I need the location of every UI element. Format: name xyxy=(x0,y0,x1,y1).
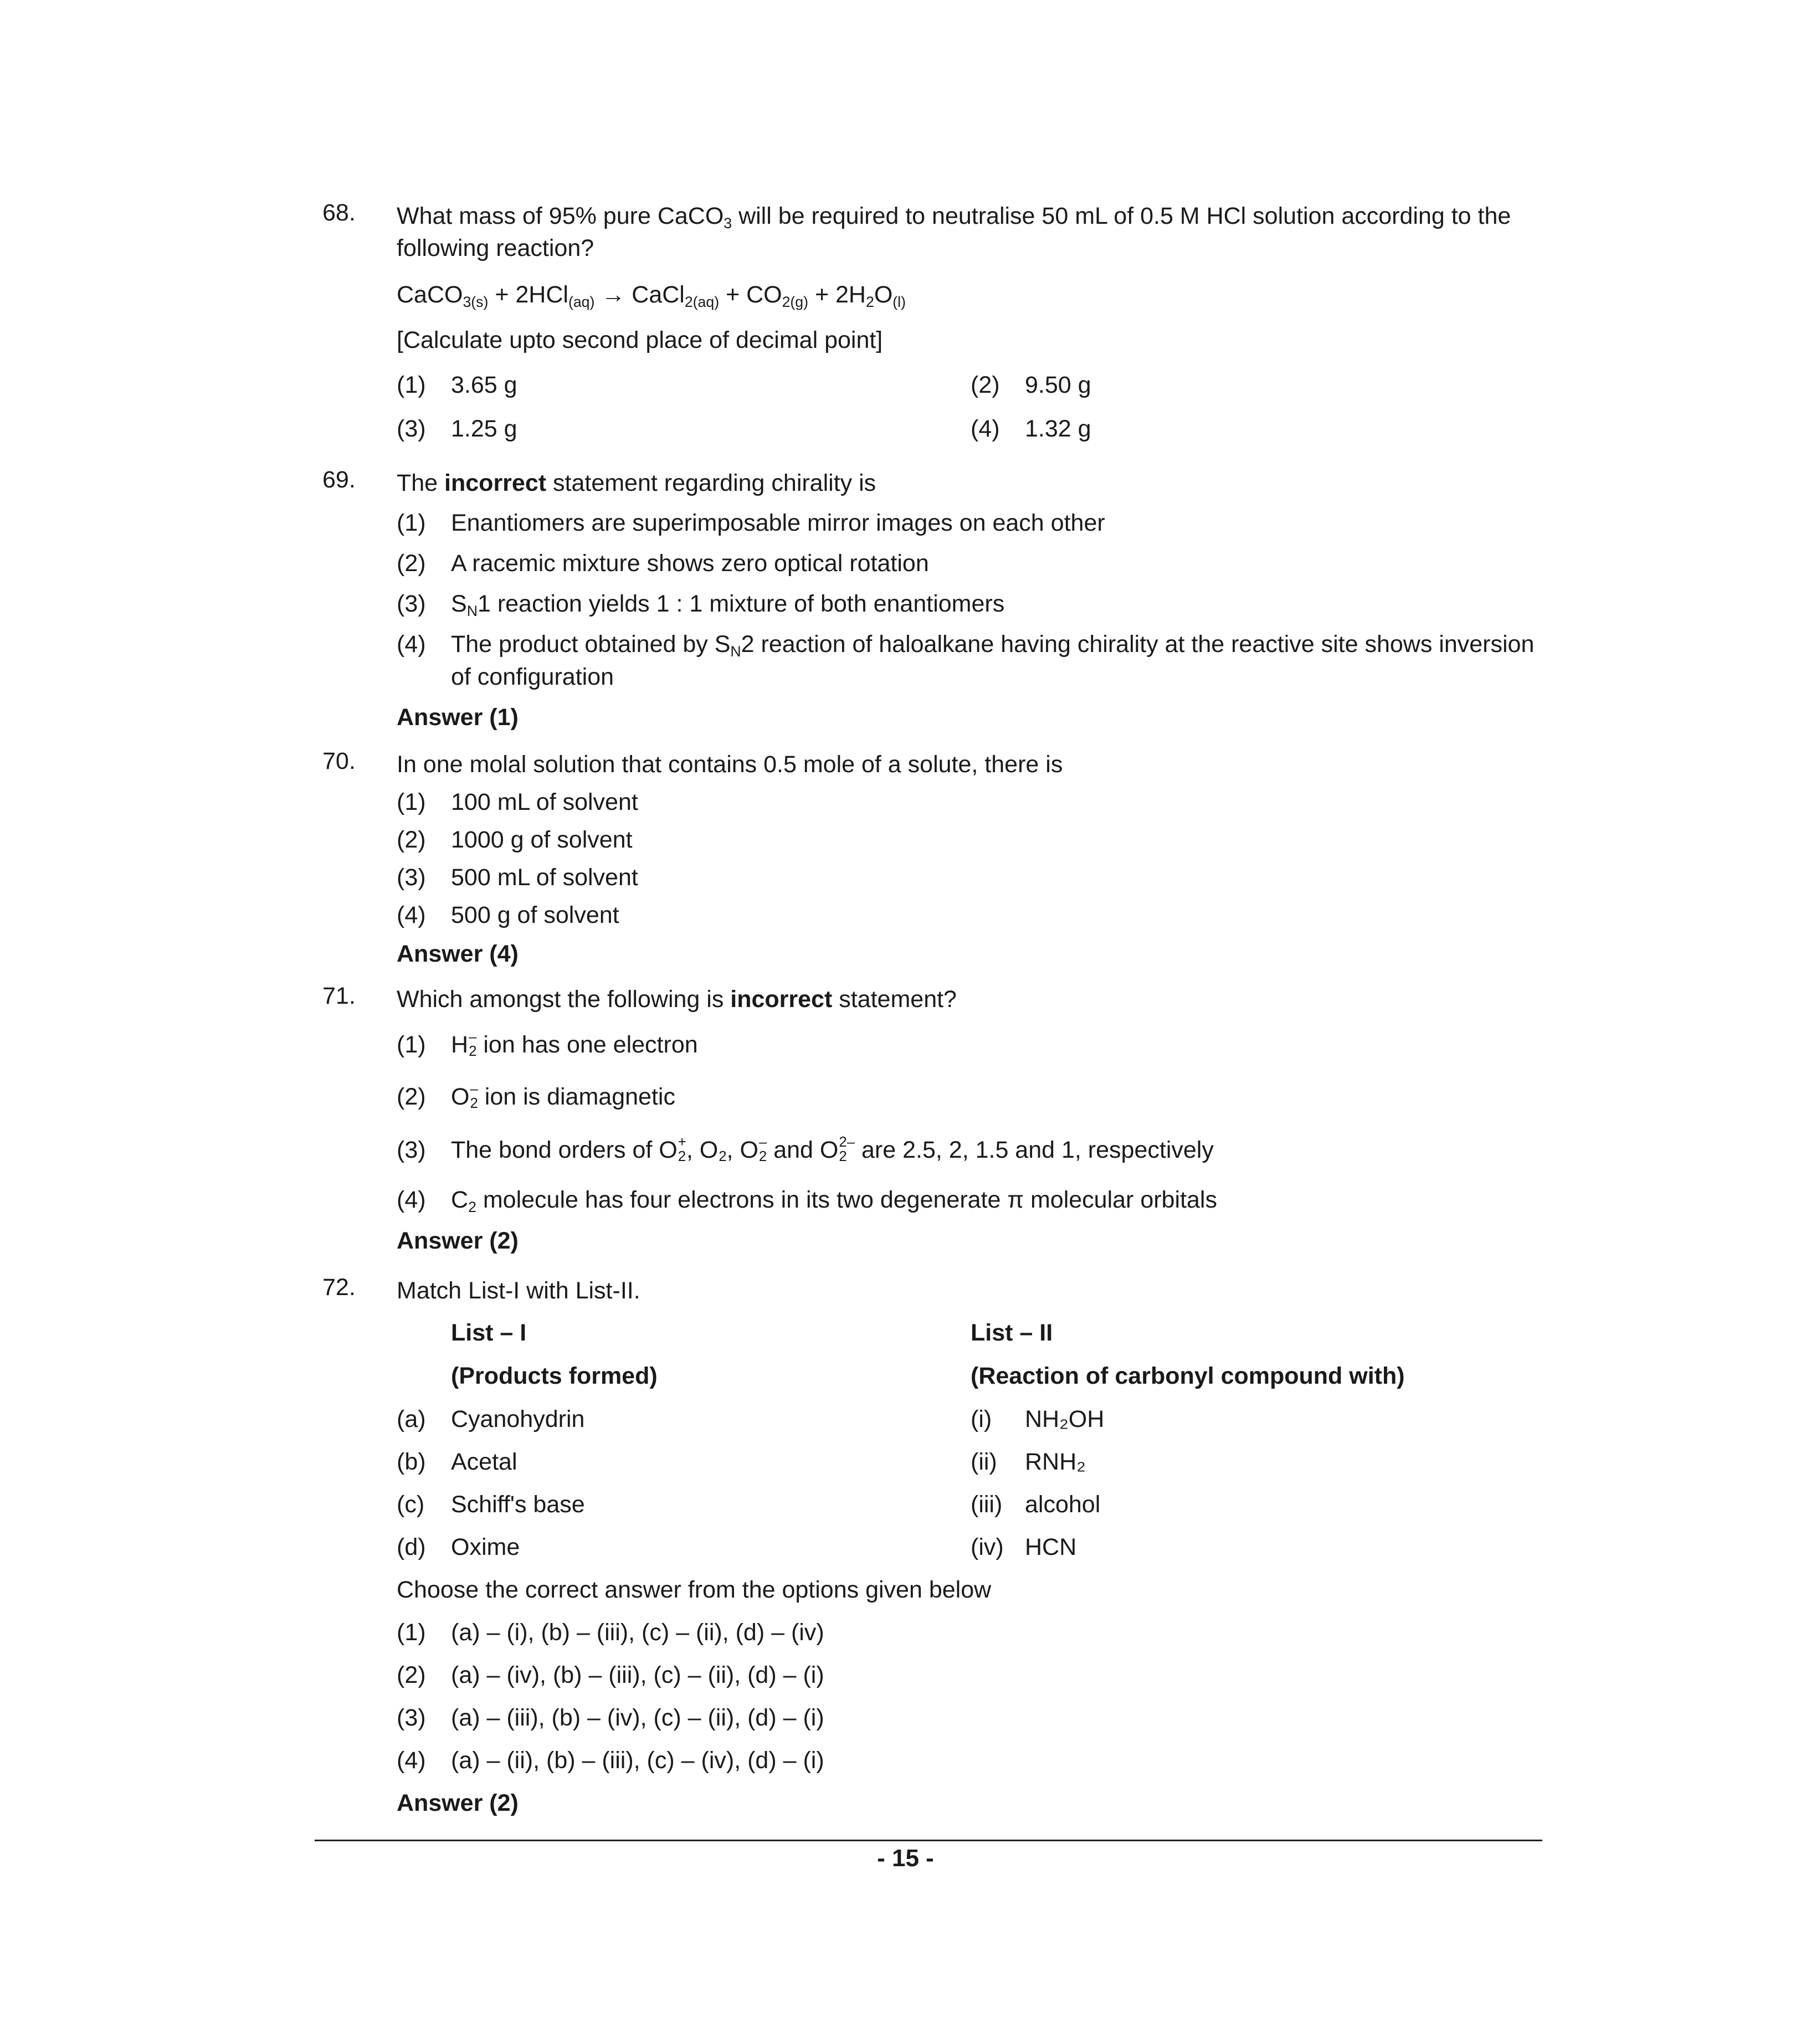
option-2[interactable]: (2) (a) – (iv), (b) – (iii), (c) – (ii), (d) – (i) xyxy=(397,1662,824,1688)
reaction-equation: CaCO$_{3(s)}$ + 2HCl$_{(aq)}$ → CaCl$_{2(aq)}$ + $CO_{2(g)} + 2H_2O_{(l)}$ xyxy=(397,281,906,310)
question-number: 72. xyxy=(322,1274,356,1301)
page-number: - 15 - xyxy=(877,1845,934,1872)
option-4[interactable]: (4) (a) – (ii), (b) – (iii), (c) – (iv), (d) – (i) xyxy=(397,1747,824,1774)
option-3[interactable]: (3) 1.25 g xyxy=(397,415,517,442)
option-1[interactable]: (1) 100 mL of solvent xyxy=(397,789,638,815)
question-stem-line2: following reaction? xyxy=(397,235,594,261)
question-number: 68. xyxy=(322,199,356,226)
answer: Answer (1) xyxy=(397,704,519,731)
option-4-line2: of configuration xyxy=(451,664,614,690)
option-3[interactable]: (3) $S_N1$ reaction yields 1 : 1 mixture of both enantiomers xyxy=(397,590,1005,619)
list-2-item: (ii) RNH₂ xyxy=(971,1449,1086,1475)
list-2-item: (i) NH₂OH xyxy=(971,1406,1105,1432)
question-number: 70. xyxy=(322,748,356,774)
option-2[interactable]: (2) 1000 g of solvent xyxy=(397,826,633,853)
list-2-title: List – II xyxy=(971,1319,1053,1346)
o2-ion: O – 2 xyxy=(451,1081,478,1111)
option-3[interactable]: (3) The bond orders of O + 2 , O 2 , O – 2 and O 2– 2 are 2.5, 2, 1.5 and 1, respectively xyxy=(397,1134,1214,1164)
answer: Answer (2) xyxy=(397,1228,519,1254)
option-2[interactable]: (2) 9.50 g xyxy=(971,372,1091,398)
question-stem: Which amongst the following is incorrect statement? xyxy=(397,986,957,1013)
h2-ion: H – 2 xyxy=(451,1029,477,1059)
option-4[interactable]: (4) $C_2$ molecule has four electrons in its two degenerate π molecular orbitals xyxy=(397,1187,1217,1215)
list-2-item: (iv) HCN xyxy=(971,1534,1077,1560)
option-4[interactable]: (4) The product obtained by $S_N2$ reaction of haloalkane having chirality at the reactive site shows inversion xyxy=(397,631,1535,660)
instruction: Choose the correct answer from the options given below xyxy=(397,1576,992,1603)
option-1[interactable]: (1) H – 2 ion has one electron xyxy=(397,1028,698,1061)
answer: Answer (4) xyxy=(397,941,519,967)
list-1-subtitle: (Products formed) xyxy=(451,1363,658,1389)
option-1[interactable]: (1) (a) – (i), (b) – (iii), (c) – (ii), (d) – (iv) xyxy=(397,1619,824,1646)
question-stem: Match List-I with List-II. xyxy=(397,1277,640,1304)
option-4[interactable]: (4) 1.32 g xyxy=(971,415,1091,442)
question-stem: In one molal solution that contains 0.5 mole of a solute, there is xyxy=(397,751,1063,778)
option-2[interactable]: (2) A racemic mixture shows zero optical rotation xyxy=(397,550,929,577)
list-1-title: List – I xyxy=(451,1319,527,1346)
list-1-item: (b) Acetal xyxy=(397,1449,517,1475)
list-2-subtitle: (Reaction of carbonyl compound with) xyxy=(971,1363,1405,1389)
footer-rule xyxy=(315,1840,1542,1841)
list-2-item: (iii) alcohol xyxy=(971,1491,1101,1518)
question-number: 71. xyxy=(322,983,356,1009)
answer: Answer (2) xyxy=(397,1790,519,1816)
option-3[interactable]: (3) 500 mL of solvent xyxy=(397,864,638,891)
calculation-note: [Calculate upto second place of decimal point] xyxy=(397,327,883,353)
question-stem: What mass of 95% pure CaCO$_3$ will be required to neutralise 50 mL of 0.5 M HCl solution according to the xyxy=(397,203,1511,232)
list-1-item: (c) Schiff's base xyxy=(397,1491,585,1518)
option-1[interactable]: (1) Enantiomers are superimposable mirror images on each other xyxy=(397,510,1105,536)
option-3[interactable]: (3) (a) – (iii), (b) – (iv), (c) – (ii), (d) – (i) xyxy=(397,1704,824,1731)
option-4[interactable]: (4) 500 g of solvent xyxy=(397,902,619,928)
question-number: 69. xyxy=(322,466,356,493)
list-1-item: (a) Cyanohydrin xyxy=(397,1406,585,1432)
option-2[interactable]: (2) O – 2 ion is diamagnetic xyxy=(397,1080,675,1113)
option-1[interactable]: (1) 3.65 g xyxy=(397,372,517,398)
list-1-item: (d) Oxime xyxy=(397,1534,520,1560)
question-stem: The incorrect statement regarding chirality is xyxy=(397,470,876,496)
